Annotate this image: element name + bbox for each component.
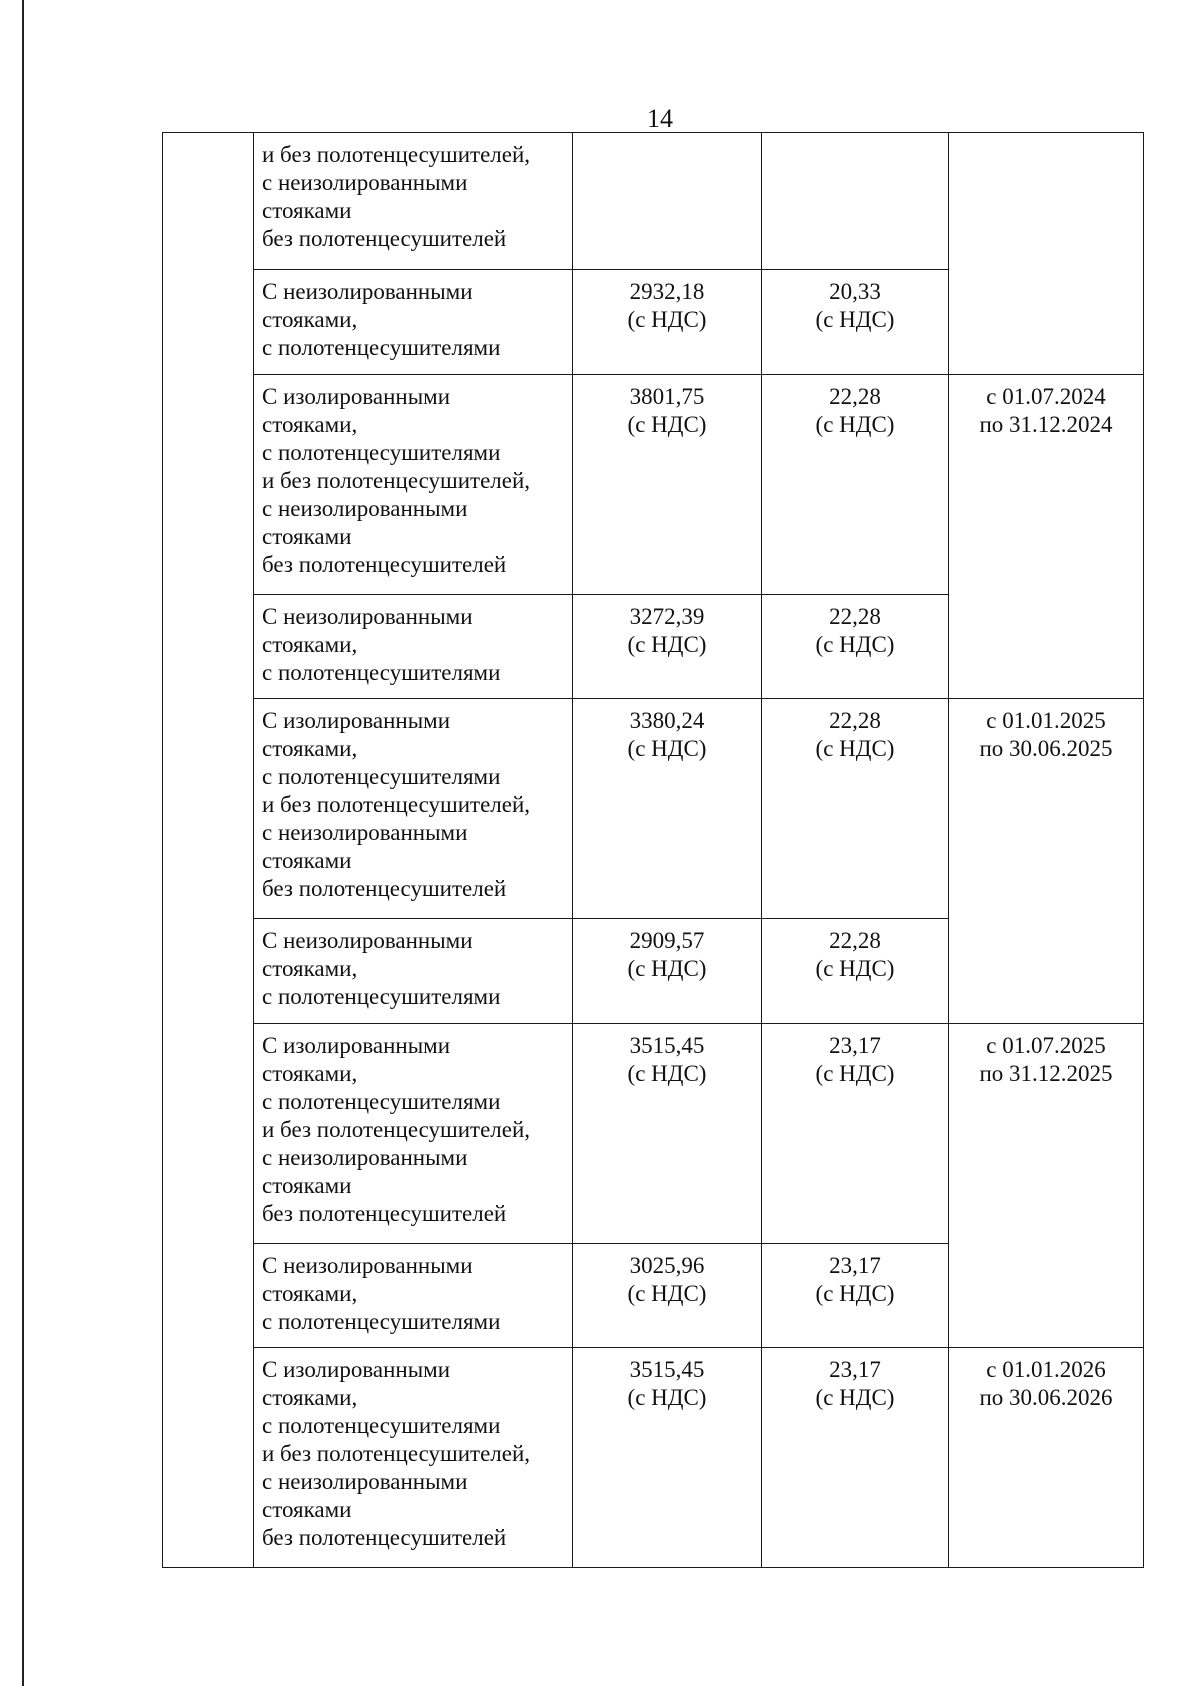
price-cell: 3380,24 (с НДС) xyxy=(573,699,762,919)
description-cell: и без полотенцесушителей, с неизолированными стояками без полотенцесушителей xyxy=(254,133,573,270)
norm-cell: 22,28 (с НДС) xyxy=(762,699,949,919)
norm-cell: 23,17 (с НДС) xyxy=(762,1243,949,1347)
table-row xyxy=(163,1347,1144,1567)
page-edge-line xyxy=(22,0,24,1686)
price-cell: 3801,75 (с НДС) xyxy=(573,374,762,594)
period-cell xyxy=(949,133,1144,375)
price-cell: 2932,18 (с НДС) xyxy=(573,270,762,374)
tariff-table xyxy=(162,132,1144,1568)
table-row xyxy=(163,699,1144,919)
price-cell xyxy=(573,133,762,270)
description-cell: С неизолированными стояками, с полотенцесушителями xyxy=(254,270,573,374)
description-cell: С изолированными стояками, с полотенцесушителями и без полотенцесушителей, с неизолированными стояками без полотенцесушителей xyxy=(254,1347,573,1567)
price-cell: 3515,45 (с НДС) xyxy=(573,1347,762,1567)
description-cell: С неизолированными стояками, с полотенцесушителями xyxy=(254,919,573,1023)
blank-column xyxy=(163,133,254,1568)
description-cell: С изолированными стояками, с полотенцесушителями и без полотенцесушителей, с неизолированными стояками без полотенцесушителей xyxy=(254,699,573,919)
table-row xyxy=(163,374,1144,594)
description-cell: С изолированными стояками, с полотенцесушителями и без полотенцесушителей, с неизолированными стояками без полотенцесушителей xyxy=(254,1023,573,1243)
table-row xyxy=(163,1023,1144,1243)
page-number: 14 xyxy=(647,104,673,133)
price-cell: 3515,45 (с НДС) xyxy=(573,1023,762,1243)
period-cell: с 01.01.2026 по 30.06.2026 xyxy=(949,1347,1144,1567)
norm-cell: 23,17 (с НДС) xyxy=(762,1347,949,1567)
description-cell: С изолированными стояками, с полотенцесушителями и без полотенцесушителей, с неизолированными стояками без полотенцесушителей xyxy=(254,374,573,594)
period-cell: с 01.07.2025 по 31.12.2025 xyxy=(949,1023,1144,1347)
norm-cell: 22,28 (с НДС) xyxy=(762,594,949,698)
period-cell: с 01.07.2024 по 31.12.2024 xyxy=(949,374,1144,698)
price-cell: 2909,57 (с НДС) xyxy=(573,919,762,1023)
price-cell: 3272,39 (с НДС) xyxy=(573,594,762,698)
norm-cell: 22,28 (с НДС) xyxy=(762,919,949,1023)
period-cell: с 01.01.2025 по 30.06.2025 xyxy=(949,699,1144,1023)
norm-cell: 23,17 (с НДС) xyxy=(762,1023,949,1243)
description-cell: С неизолированными стояками, с полотенцесушителями xyxy=(254,1243,573,1347)
description-cell: С неизолированными стояками, с полотенцесушителями xyxy=(254,594,573,698)
norm-cell: 20,33 (с НДС) xyxy=(762,270,949,374)
norm-cell: 22,28 (с НДС) xyxy=(762,374,949,594)
table-row xyxy=(163,133,1144,270)
norm-cell xyxy=(762,133,949,270)
price-cell: 3025,96 (с НДС) xyxy=(573,1243,762,1347)
